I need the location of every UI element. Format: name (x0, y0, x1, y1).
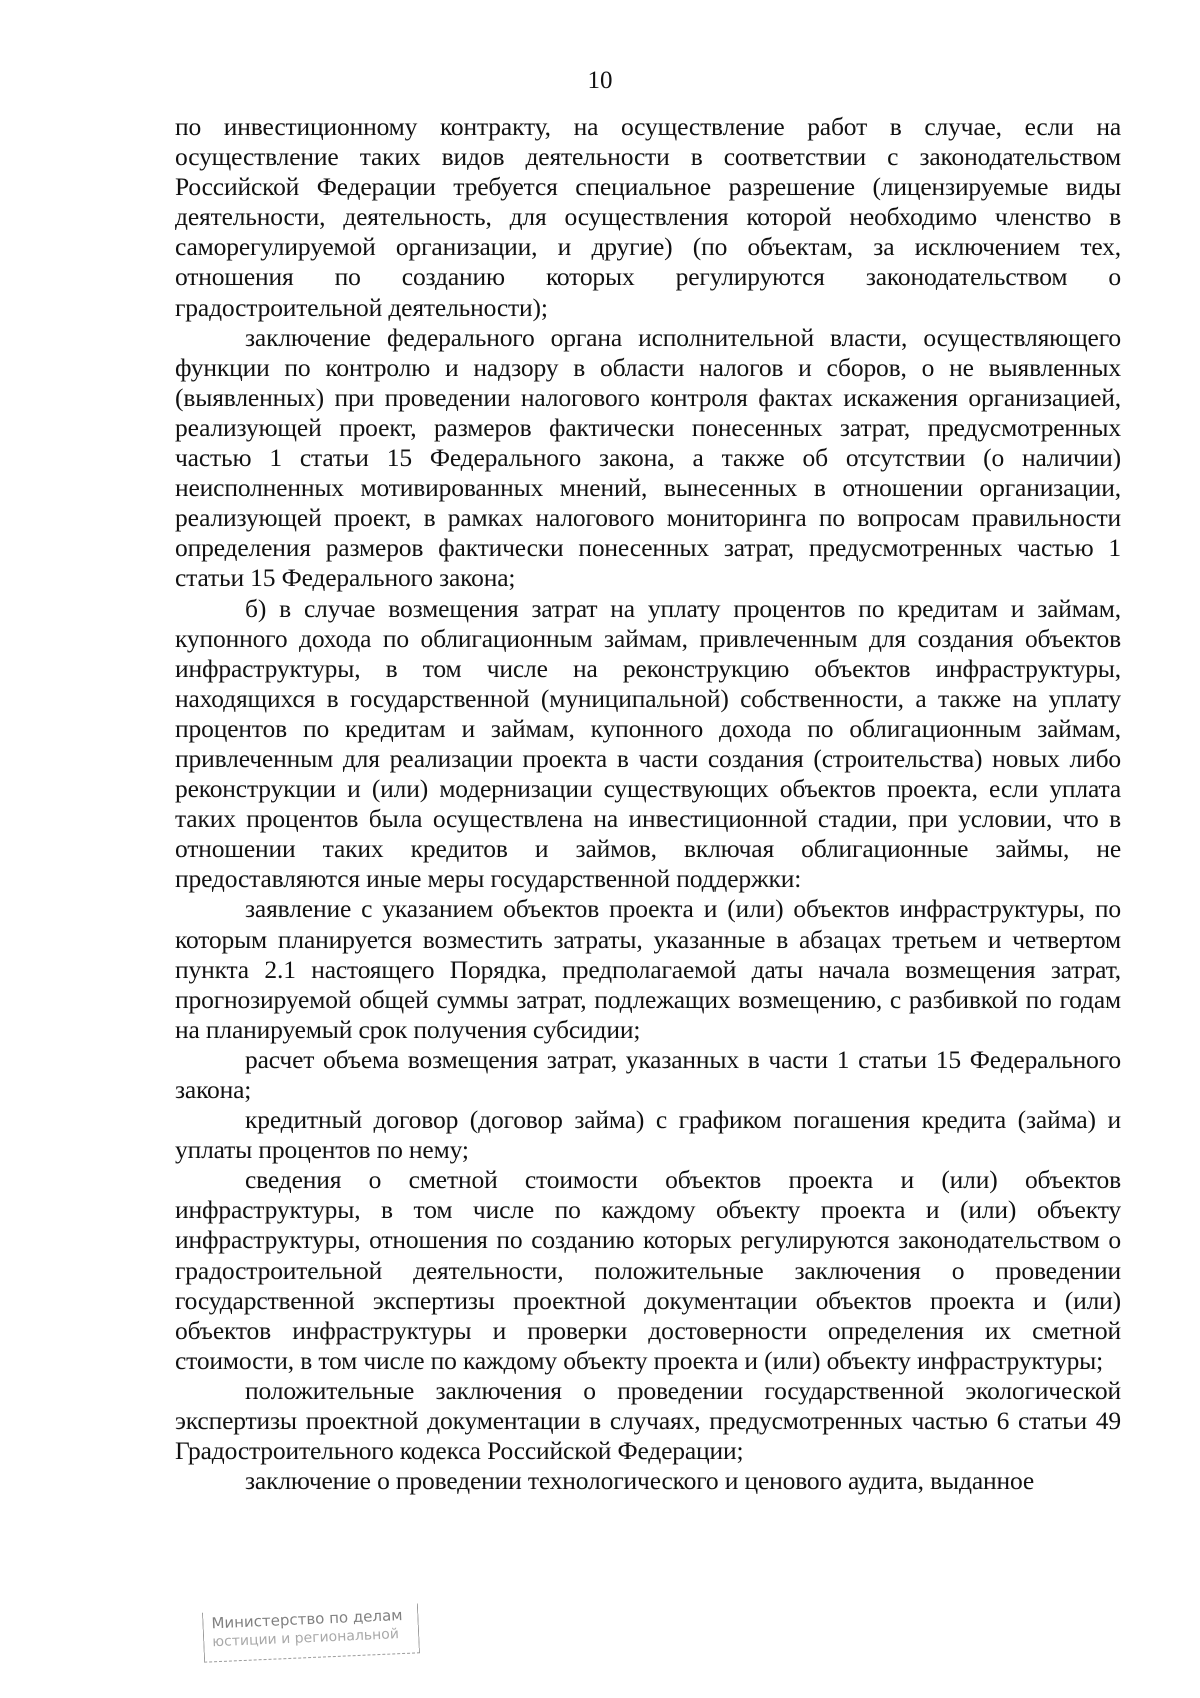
paragraph-cost-estimate: сведения о сметной стоимости объектов проекта и (или) объектов инфраструктуры, в том числе по каждому объекту проекта и (или) объекту инфраструктуры, отношения по созданию которых регулируются законодательством о градостроительной деятельности, положительные заключения о проведении государственной экспертизы проектной документации объектов проекта и (или) объектов инфраструктуры и проверки достоверности определения их сметной стоимости, в том числе по каждому объекту проекта и (или) объекту инфраструктуры; (175, 1165, 1121, 1375)
paragraph-tax-authority-conclusion: заключение федерального органа исполнительной власти, осуществляющего функции по контролю и надзору в области налогов и сборов, о не выявленных (выявленных) при проведении налогового контроля фактах искажения организацией, реализующей проект, размеров фактически понесенных затрат, предусмотренных частью 1 статьи 15 Федерального закона, а также об отсутствии (о наличии) неисполненных мотивированных мнений, вынесенных в отношении организации, реализующей проект, в рамках налогового мониторинга по вопросам правильности определения размеров фактически понесенных затрат, предусмотренных частью 1 статьи 15 Федерального закона; (175, 322, 1121, 593)
paragraph-application: заявление с указанием объектов проекта и (или) объектов инфраструктуры, по которым планируется возместить затраты, указанные в абзацах третьем и четвертом пункта 2.1 настоящего Порядка, предполагаемой даты начала возмещения затрат, прогнозируемой общей суммы затрат, подлежащих возмещению, с разбивкой по годам на планируемый срок получения субсидии; (175, 894, 1121, 1044)
page-number: 10 (587, 67, 613, 94)
stamp-line-2: юстиции и региональной (211, 1626, 400, 1651)
paragraph-subitem-b: б) в случае возмещения затрат на уплату процентов по кредитам и займам, купонного дохода по облигационным займам, привлеченным для создания объектов инфраструктуры, в том числе на реконструкцию объектов инфраструктуры, находящихся в государственной (муниципальной) собственности, а также на уплату процентов по кредитам и займам, купонного дохода по облигационным займам, привлеченным для реализации проекта в части создания (строительства) новых либо реконструкции и (или) модернизации существующих объектов проекта, если уплата таких процентов была осуществлена на инвестиционной стадии, при условии, что в отношении таких кредитов и займов, включая облигационные займы, не предоставляются иные меры государственной поддержки: (175, 593, 1121, 894)
paragraph-loan-agreement: кредитный договор (договор займа) с графиком погашения кредита (займа) и уплаты процентов по нему; (175, 1105, 1121, 1165)
stamp-line-1: Министерство по делам (211, 1606, 403, 1633)
paragraph-continuation: по инвестиционному контракту, на осуществление работ в случае, если на осуществление таких видов деятельности в соответствии с законодательством Российской Федерации требуется специальное разрешение (лицензируемые виды деятельности, деятельность, для осуществления которой необходимо членство в саморегулируемой организации, и другие) (по объектам, за исключением тех, отношения по созданию которых регулируются законодательством о градостроительной деятельности); (175, 112, 1121, 322)
paragraph-ecological-expertise: положительные заключения о проведении государственной экологической экспертизы проектной документации в случаях, предусмотренных частью 6 статьи 49 Градостроительного кодекса Российской Федерации; (175, 1375, 1121, 1466)
paragraph-audit-conclusion: заключение о проведении технологического и ценового аудита, выданное (245, 1466, 1035, 1496)
document-body (175, 112, 1121, 1496)
ministry-stamp (202, 1603, 420, 1662)
paragraph-reimbursement-calculation: расчет объема возмещения затрат, указанных в части 1 статьи 15 Федерального закона; (175, 1044, 1121, 1104)
